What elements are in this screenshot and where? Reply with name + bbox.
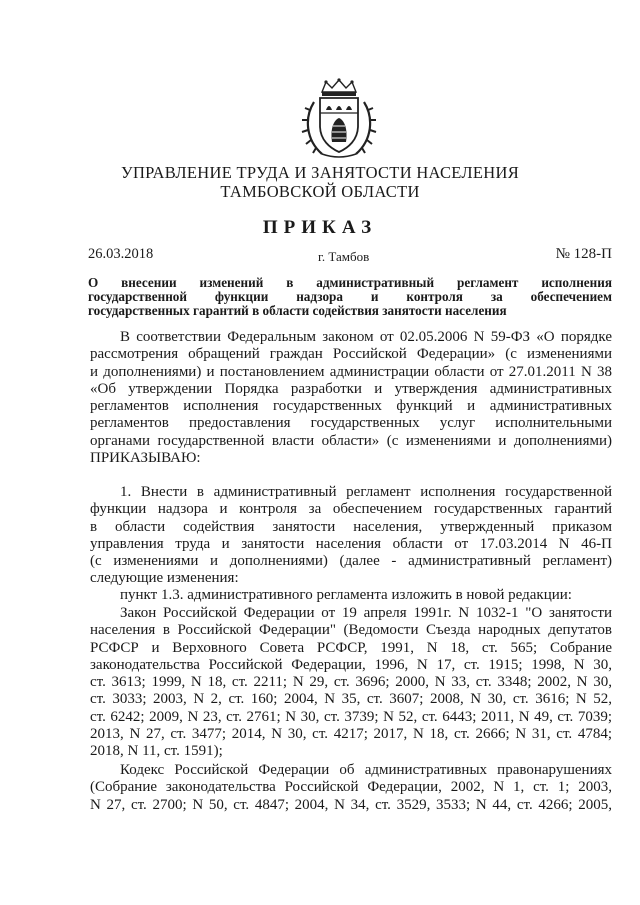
law-reference-1	[90, 605, 612, 761]
document-city: г. Тамбов	[318, 249, 370, 264]
text-line: функции надзора и контроля за обеспечением государственных гарантий	[90, 501, 612, 518]
law-reference-2	[90, 762, 612, 814]
text-line: 2018, N 11, ст. 1591);	[90, 743, 223, 760]
preamble-paragraph	[90, 329, 612, 467]
item-1-paragraph	[90, 484, 612, 588]
order-keyword: ПРИКАЗЫВАЮ:	[90, 450, 201, 467]
text-line: (с изменениями и дополнениями) (далее - административный регламент)	[90, 553, 612, 570]
text-line: регламентов предоставления государственных услуг исполнительными	[90, 415, 612, 432]
text-line: пункт 1.3. административного регламента изложить в новой редакции:	[120, 587, 572, 603]
subject-line: государственной функции надзора и контроля за обеспечением	[88, 289, 612, 304]
text-line: 2013, N 27, ст. 3477; 2014, N 30, ст. 4217; 2017, N 18, ст. 2666; N 31, ст. 4784;	[90, 726, 612, 743]
text-line: рассмотрения обращений граждан Российской Федерации» (с изменениями	[90, 346, 612, 363]
document-number: № 128-П	[555, 246, 612, 262]
text-line: ст. 3613; 1999, N 18, ст. 2211; N 29, ст. 3696; 2000, N 33, ст. 3348; 2002, N 30,	[90, 674, 612, 691]
text-line: Кодекс Российской Федерации об административных правонарушениях	[120, 762, 612, 778]
text-line: ст. 6242; 2009, N 23, ст. 2761; N 30, ст. 3739; N 52, ст. 6443; 2011, N 49, ст. 7039;	[90, 708, 612, 725]
text-line: «Об утверждении Порядка разработки и утверждения административных	[90, 380, 612, 397]
text-line: Закон Российской Федерации от 19 апреля 1991г. N 1032-1 "О занятости	[120, 605, 612, 621]
text-line: регламентов исполнения государственных функций и административных	[90, 398, 612, 415]
text-line: (Собрание законодательства Российской Федерации, 2002, N 1, ст. 1; 2003,	[90, 779, 612, 796]
text-line: управления труда и занятости населения области от 17.03.2014 N 46-П	[90, 535, 612, 552]
text-line: 1. Внести в административный регламент исполнения государственной	[120, 484, 612, 500]
text-line: населения в Российской Федерации" (Ведомости Съезда народных депутатов	[90, 622, 612, 639]
department-name-line2: ТАМБОВСКОЙ ОБЛАСТИ	[220, 182, 420, 201]
text-line: N 27, ст. 2700; N 50, ст. 4847; 2004, N 34, ст. 3529, 3533; N 44, ст. 4266; 2005,	[90, 796, 612, 813]
text-line: органами государственной власти области» (с изменениями и дополнениями)	[90, 432, 612, 449]
text-line: РСФСР и Верховного Совета РСФСР, 1991, N 18, ст. 565; Собрание	[90, 639, 612, 656]
text-line: следующие изменения:	[90, 570, 239, 587]
coat-of-arms-emblem	[300, 78, 378, 160]
department-name-line1: УПРАВЛЕНИЕ ТРУДА И ЗАНЯТОСТИ НАСЕЛЕНИЯ	[120, 163, 520, 182]
text-line: законодательства Российской Федерации, 1996, N 17, ст. 1915; 1998, N 30,	[90, 656, 612, 673]
text-line: в области содействия занятости населения, утвержденный приказом	[90, 518, 612, 535]
text-line: и дополнениями) и постановлением администрации области от 27.01.2011 N 38	[90, 363, 612, 380]
item-1-point	[90, 587, 612, 604]
subject-line: О внесении изменений в административный регламент исполнения	[88, 275, 612, 290]
document-subject	[88, 276, 612, 318]
text-line: ст. 3033; 2003, N 2, ст. 160; 2004, N 35, ст. 3607; 2008, N 30, ст. 3616; N 52,	[90, 691, 612, 708]
document-date: 26.03.2018	[88, 246, 154, 262]
text-line: В соответствии Федеральным законом от 02.05.2006 N 59-ФЗ «О порядке	[120, 329, 612, 345]
document-type-title: ПРИКАЗ	[262, 217, 378, 238]
subject-line: государственных гарантий в области содействия занятости населения	[88, 303, 507, 318]
